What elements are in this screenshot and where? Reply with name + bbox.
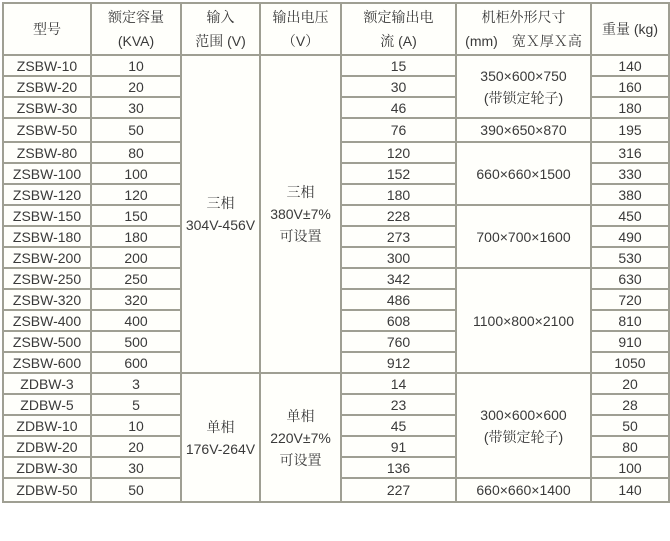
output-voltage-cell-line: 380V±7% [270,206,331,222]
weight-cell: 20 [591,373,669,394]
weight-cell: 530 [591,247,669,268]
kva-cell: 3 [91,373,181,394]
header-weight [591,3,669,55]
model-cell: ZDBW-20 [3,436,91,457]
kva-cell: 20 [91,76,181,97]
dimensions-cell [456,55,591,118]
kva-cell: 150 [91,205,181,226]
output-voltage-cell [260,373,341,502]
table-header [3,3,669,55]
dimensions-cell-line: 660×660×1400 [476,482,571,498]
dimensions-cell [456,142,591,205]
current-cell: 76 [341,118,456,142]
weight-cell: 810 [591,310,669,331]
dimensions-cell-line: 660×660×1500 [476,165,571,182]
current-cell: 46 [341,97,456,118]
dimensions-cell-line: (带锁定轮子) [483,428,564,445]
weight-cell: 28 [591,394,669,415]
dimensions-cell [456,373,591,478]
dimensions-cell-line: 350×600×750 [480,67,567,84]
table-body [3,55,669,502]
model-cell: ZSBW-200 [3,247,91,268]
current-cell: 342 [341,268,456,289]
dimensions-cell [456,268,591,373]
weight-cell: 160 [591,76,669,97]
header-label-line: 输入 [206,9,235,25]
kva-cell: 50 [91,478,181,502]
kva-cell: 30 [91,97,181,118]
header-label-line: (mm) 宽Ｘ厚Ｘ高 [465,33,582,49]
current-cell: 180 [341,184,456,205]
weight-cell: 140 [591,478,669,502]
model-cell: ZSBW-80 [3,142,91,163]
table-row [3,373,669,394]
output-voltage-cell-line: 220V±7% [270,429,331,446]
header-label-line: （V） [281,33,320,49]
kva-cell: 80 [91,142,181,163]
dimensions-cell-line: (带锁定轮子) [483,89,564,106]
model-cell: ZSBW-320 [3,289,91,310]
header-label-line: 重量 (kg) [602,21,658,37]
kva-cell: 5 [91,394,181,415]
current-cell: 15 [341,55,456,76]
kva-cell: 20 [91,436,181,457]
header-label-line: 范围 (V) [195,33,246,49]
kva-cell: 600 [91,352,181,373]
kva-cell: 30 [91,457,181,478]
header-current [341,3,456,55]
header-model [3,3,91,55]
model-cell: ZSBW-180 [3,226,91,247]
current-cell: 152 [341,163,456,184]
header-label-line: 输出电压 [272,9,329,25]
input-range-cell-line: 三相 [206,195,235,211]
kva-cell: 500 [91,331,181,352]
model-cell: ZSBW-400 [3,310,91,331]
output-voltage-cell-line: 三相 [286,184,315,200]
header-label-line: 型号 [33,21,61,37]
header-label-line: 流 (A) [380,33,417,49]
model-cell: ZSBW-250 [3,268,91,289]
header-label-line: 额定输出电 [363,9,434,25]
current-cell: 228 [341,205,456,226]
kva-cell: 120 [91,184,181,205]
current-cell: 486 [341,289,456,310]
weight-cell: 490 [591,226,669,247]
current-cell: 30 [341,76,456,97]
model-cell: ZSBW-120 [3,184,91,205]
model-cell: ZSBW-10 [3,55,91,76]
input-range-cell-line: 176V-264V [185,440,256,457]
header-kva [91,3,181,55]
output-voltage-cell-line: 可设置 [279,451,322,468]
input-range-cell [181,55,260,373]
kva-cell: 50 [91,118,181,142]
header-label-line: 额定容量 [108,9,164,25]
weight-cell: 330 [591,163,669,184]
current-cell: 912 [341,352,456,373]
output-voltage-cell-line: 可设置 [279,228,322,244]
kva-cell: 180 [91,226,181,247]
dimensions-cell [456,118,591,142]
weight-cell: 1050 [591,352,669,373]
model-cell: ZDBW-30 [3,457,91,478]
weight-cell: 140 [591,55,669,76]
weight-cell: 630 [591,268,669,289]
model-cell: ZSBW-100 [3,163,91,184]
model-cell: ZSBW-50 [3,118,91,142]
header-dimensions [456,3,591,55]
current-cell: 120 [341,142,456,163]
weight-cell: 316 [591,142,669,163]
weight-cell: 180 [591,97,669,118]
dimensions-cell [456,205,591,268]
output-voltage-cell [260,55,341,373]
current-cell: 760 [341,331,456,352]
input-range-cell-line: 304V-456V [185,217,256,233]
dimensions-cell-line: 1100×800×2100 [473,312,574,329]
current-cell: 91 [341,436,456,457]
header-input-range [181,3,260,55]
dimensions-cell [456,478,591,502]
current-cell: 273 [341,226,456,247]
current-cell: 23 [341,394,456,415]
spec-table [2,2,670,503]
weight-cell: 450 [591,205,669,226]
current-cell: 227 [341,478,456,502]
model-cell: ZSBW-20 [3,76,91,97]
current-cell: 14 [341,373,456,394]
weight-cell: 195 [591,118,669,142]
model-cell: ZSBW-600 [3,352,91,373]
dimensions-cell-line: 390×650×870 [480,122,567,138]
kva-cell: 10 [91,55,181,76]
header-row [3,3,669,55]
weight-cell: 50 [591,415,669,436]
input-range-cell [181,373,260,502]
model-cell: ZDBW-50 [3,478,91,502]
dimensions-cell-line: 700×700×1600 [476,228,571,245]
current-cell: 45 [341,415,456,436]
model-cell: ZSBW-30 [3,97,91,118]
kva-cell: 100 [91,163,181,184]
model-cell: ZDBW-3 [3,373,91,394]
model-cell: ZDBW-5 [3,394,91,415]
current-cell: 300 [341,247,456,268]
weight-cell: 380 [591,184,669,205]
weight-cell: 910 [591,331,669,352]
table-row [3,55,669,76]
current-cell: 608 [341,310,456,331]
kva-cell: 200 [91,247,181,268]
kva-cell: 10 [91,415,181,436]
weight-cell: 100 [591,457,669,478]
weight-cell: 80 [591,436,669,457]
current-cell: 136 [341,457,456,478]
header-label-line: (KVA) [117,33,155,49]
output-voltage-cell-line: 单相 [286,407,315,424]
header-output-voltage [260,3,341,55]
model-cell: ZSBW-150 [3,205,91,226]
kva-cell: 250 [91,268,181,289]
input-range-cell-line: 单相 [206,418,235,435]
weight-cell: 720 [591,289,669,310]
dimensions-cell-line: 300×600×600 [480,406,567,423]
kva-cell: 320 [91,289,181,310]
model-cell: ZDBW-10 [3,415,91,436]
header-label-line: 机柜外形尺寸 [481,9,566,25]
kva-cell: 400 [91,310,181,331]
model-cell: ZSBW-500 [3,331,91,352]
